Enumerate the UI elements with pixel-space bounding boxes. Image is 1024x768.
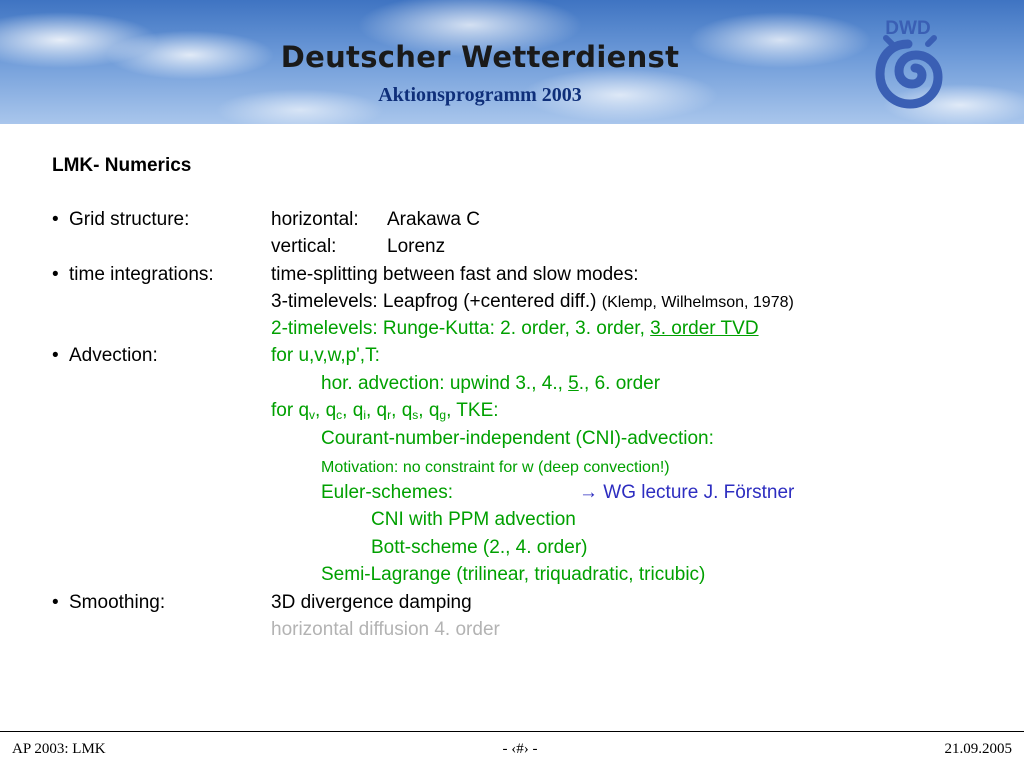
bullet-marker: • [52,209,59,230]
time-label: time integrations: [69,264,214,285]
logo-text: DWD [885,18,931,39]
smoothing-horizontal-diffusion: horizontal diffusion 4. order [271,619,500,640]
advection-cni: Courant-number-independent (CNI)-advection: [321,428,714,449]
footer-page-number: - ‹#› - [502,741,538,757]
smoothing-divergence-damping: 3D divergence damping [271,592,472,613]
footer-left: AP 2003: LMK [12,741,106,757]
header-banner [0,0,1024,124]
advection-semi-lagrange: Semi-Lagrange (trilinear, triquadratic, tricubic) [321,564,706,585]
slide-heading: LMK- Numerics [52,155,192,176]
advection-label: Advection: [69,345,158,366]
arrow-right-icon: → [579,482,598,503]
advection-motivation: Motivation: no constraint for w (deep convection!) [321,459,670,476]
advection-bott: Bott-scheme (2., 4. order) [371,537,588,558]
advection-ppm: CNI with PPM advection [371,509,576,530]
footer-divider [0,731,1024,732]
banner-title: Deutscher Wetterdienst [280,40,680,74]
bullet-marker: • [52,345,59,366]
footer-date: 21.09.2005 [944,741,1012,757]
banner-subtitle: Aktionsprogramm 2003 [378,84,582,106]
bullet-marker: • [52,592,59,613]
dwd-swirl-logo-icon [872,14,944,110]
advection-tracers: for $q_v$, $q_c$, $q_i$, $q_r$, $q_s$, $q_g$, TKE: [271,400,499,422]
slide-content [0,124,1024,724]
advection-horizontal-upwind [321,373,660,395]
grid-vertical-value: Lorenz [387,236,446,257]
grid-vertical-key: vertical: [271,236,337,257]
upwind-text: hor. advection: upwind 3., 4., [321,373,563,394]
advection-euler-schemes: Euler-schemes: [321,482,453,503]
time-line-runge-kutta [271,318,759,340]
time-line-leapfrog [271,291,794,314]
advection-variables: for u,v,w,p',T: [271,345,380,366]
leapfrog-reference: (Klemp, Wilhelmson, 1978) [601,294,794,311]
lecture-reference[interactable] [579,482,794,504]
bullet-marker: • [52,264,59,285]
grid-horizontal-key: horizontal: [271,209,359,230]
leapfrog-text: 3-timelevels: Leapfrog (+centered diff.) [271,291,597,312]
time-line-splitting: time-splitting between fast and slow modes: [271,264,639,285]
tvd-link[interactable]: 3. order TVD [650,318,759,339]
runge-kutta-text: 2-timelevels: Runge-Kutta: 2. order, 3. order, [271,318,645,339]
grid-horizontal-value: Arakawa C [387,209,480,230]
grid-label: Grid structure: [69,209,190,230]
upwind-text-tail: ., 6. order [578,373,661,394]
lecture-reference-text: WG lecture J. Förstner [603,482,795,503]
smoothing-label: Smoothing: [69,592,166,613]
upwind-fifth-order-link[interactable]: 5 [568,373,579,394]
